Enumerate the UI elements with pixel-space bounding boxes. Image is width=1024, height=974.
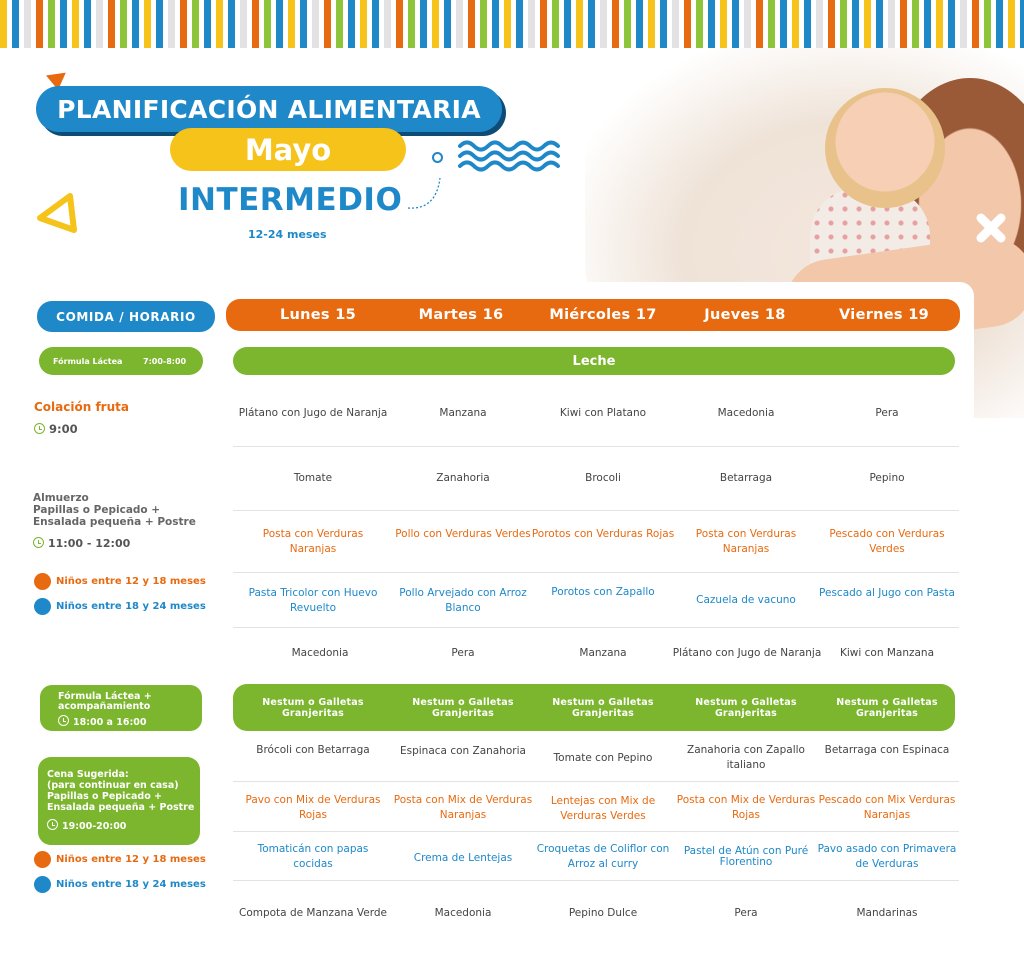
day-header: Jueves 18 [704,307,786,323]
row-divider [233,781,959,782]
nestum-cell: Nestum o Galletas Granjeritas [262,696,364,719]
cena-18-24-cell: Tomaticán con papas cocidas [257,843,369,870]
dotted-line-decoration [406,170,446,212]
almuerzo-18-24-cell: Pasta Tricolor con Huevo Revuelto [248,587,378,614]
almuerzo-18-24-cell: Pollo Arvejado con Arroz Blanco [399,587,527,614]
almuerzo-ensalada-cell: Pepino [869,472,905,484]
almuerzo-12-18-cell: Posta con Verduras Naranjas [695,528,797,555]
formula-afternoon-label: Fórmula Láctea + acompañamiento 18:00 a 16:00 [40,685,202,731]
almuerzo-12-18-cell: Pescado con Verduras Verdes [829,528,945,555]
cena-12-18-cell: Pavo con Mix de Verduras Rojas [245,794,381,821]
row-divider [233,880,959,881]
almuerzo-ensalada-cell: Tomate [293,472,333,484]
cena-12-18-cell: Lentejas con Mix de Verduras Verdes [550,795,656,822]
cross-decoration [973,210,1009,246]
waves-decoration [458,138,576,172]
cena-12-18-cell: Posta con Mix de Verduras Naranjas [393,794,533,821]
row-divider [233,572,959,573]
nestum-cell: Nestum o Galletas Granjeritas [412,696,514,719]
colacion-label: Colación fruta [34,400,129,414]
colacion-cell: Manzana [439,407,487,419]
cena-ensalada-cell: Brócoli con Betarraga [256,744,370,756]
almuerzo-postre-cell: Manzana [579,647,627,659]
row-divider [233,510,959,511]
row-divider [233,627,959,628]
formula-morning-value: Leche [233,347,955,375]
age-range: 12-24 meses [248,228,327,241]
cena-postre-cell: Macedonia [434,907,492,919]
almuerzo-ensalada-cell: Zanahoria [436,472,490,484]
row-divider [233,831,959,832]
day-header: Lunes 15 [280,307,356,323]
cena-ensalada-cell: Tomate con Pepino [553,752,653,764]
cena-12-18-cell: Pescado con Mix Verduras Naranjas [818,794,956,821]
legend-18-24: Niños entre 18 y 24 meses [34,876,206,893]
level-label: INTERMEDIO [178,182,403,218]
colacion-time: 9:00 [34,422,78,436]
meal-time-header: COMIDA / HORARIO [37,301,215,332]
cena-18-24-cell: Croquetas de Coliflor con Arroz al curry [536,843,670,870]
almuerzo-ensalada-cell: Brocoli [585,472,621,484]
colacion-cell: Plátano con Jugo de Naranja [238,407,388,419]
almuerzo-postre-cell: Macedonia [291,647,349,659]
cena-postre-cell: Mandarinas [856,907,918,919]
month-label: Mayo [170,128,406,171]
clock-icon [33,537,44,548]
legend-18-24: Niños entre 18 y 24 meses [34,598,206,615]
colacion-cell: Kiwi con Platano [559,407,647,419]
row-divider [233,446,959,447]
clock-icon [58,715,69,726]
cena-postre-cell: Pepino Dulce [568,907,638,919]
almuerzo-postre-cell: Kiwi con Manzana [839,647,935,659]
triangle-decoration [32,190,80,238]
almuerzo-18-24-cell: Cazuela de vacuno [696,594,796,606]
almuerzo-label: Almuerzo Papillas o Pepicado + Ensalada pequeña + Postre [33,492,196,528]
formula-morning-label: Fórmula Láctea 7:00-8:00 [39,347,203,375]
cena-postre-cell: Pera [734,907,758,919]
page-title: PLANIFICACIÓN ALIMENTARIA [36,86,502,132]
legend-12-18: Niños entre 12 y 18 meses [34,573,206,590]
formula-afternoon-bar [233,684,955,731]
almuerzo-18-24-cell: Porotos con Zapallo [551,586,655,598]
day-header: Martes 16 [418,307,504,323]
almuerzo-ensalada-cell: Betarraga [719,472,773,484]
almuerzo-postre-cell: Plátano con Jugo de Naranja [672,647,822,659]
almuerzo-18-24-cell: Pescado al Jugo con Pasta [819,587,955,599]
cena-18-24-cell: Crema de Lentejas [413,852,513,864]
cena-12-18-cell: Posta con Mix de Verduras Rojas [676,794,816,821]
almuerzo-postre-cell: Pera [451,647,475,659]
colacion-cell: Macedonia [717,407,775,419]
almuerzo-12-18-cell: Posta con Verduras Naranjas [262,528,364,555]
decorative-stripes [0,0,1024,48]
almuerzo-12-18-cell: Pollo con Verduras Verdes [395,528,531,540]
clock-icon [34,423,45,434]
cena-postre-cell: Compota de Manzana Verde [238,907,388,919]
almuerzo-time: 11:00 - 12:00 [33,537,130,550]
almuerzo-12-18-cell: Porotos con Verduras Rojas [531,528,675,540]
day-header: Miércoles 17 [549,307,657,323]
cena-ensalada-cell: Espinaca con Zanahoria [400,745,526,757]
cena-ensalada-cell: Zanahoria con Zapallo italiano [687,744,805,771]
nestum-cell: Nestum o Galletas Granjeritas [695,696,797,719]
colacion-cell: Pera [875,407,899,419]
legend-12-18: Niños entre 12 y 18 meses [34,851,206,868]
nestum-cell: Nestum o Galletas Granjeritas [836,696,938,719]
cena-18-24-cell: Pavo asado con Primavera de Verduras [817,843,957,870]
circle-decoration [432,152,443,163]
cena-18-24-cell: Pastel de Atún con Puré Florentino [683,845,809,868]
cena-label: Cena Sugerida: (para continuar en casa) Papillas o Pepicado + Ensalada pequeña + Postre 19:00-20:00 [38,757,200,845]
nestum-cell: Nestum o Galletas Granjeritas [552,696,654,719]
day-header: Viernes 19 [839,307,929,323]
clock-icon [47,819,58,830]
cena-ensalada-cell: Betarraga con Espinaca [824,744,950,756]
